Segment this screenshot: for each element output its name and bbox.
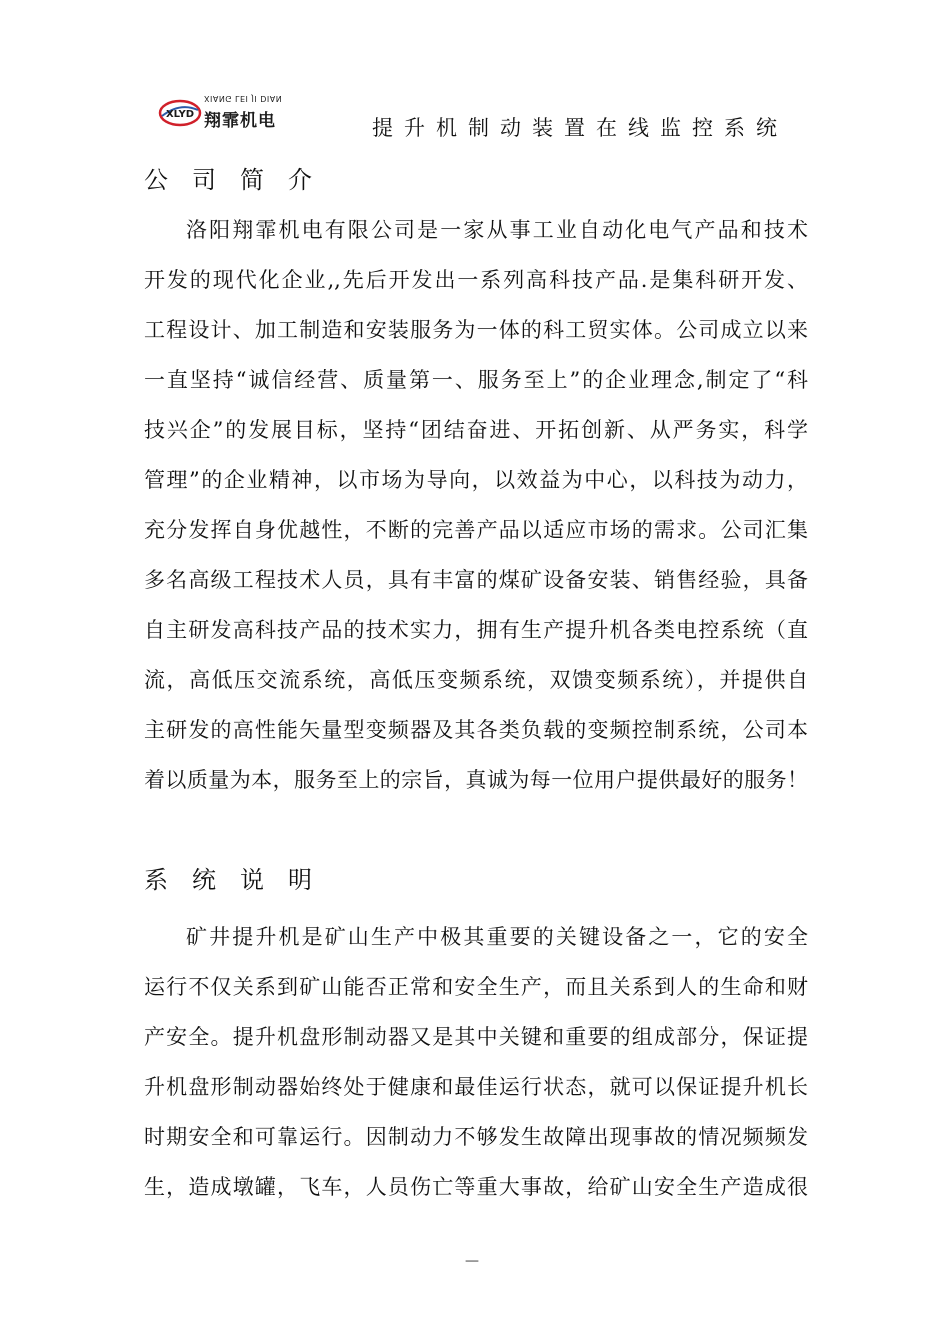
page-header	[158, 92, 818, 142]
company-logo	[158, 92, 288, 132]
text-line: 运行不仅关系到矿山能否正常和安全生产，而且关系到人的生命和财	[144, 975, 808, 999]
page-number: —	[465, 1253, 479, 1269]
text-line: 矿井提升机是矿山生产中极其重要的关键设备之一，它的安全	[186, 925, 808, 949]
logo-emblem-icon	[158, 98, 202, 128]
text-line: 升机盘形制动器始终处于健康和最佳运行状态，就可以保证提升机长	[144, 1075, 808, 1099]
text-line: 着以质量为本，服务至上的宗旨，真诚为每一位用户提供最好的服务！	[144, 768, 808, 792]
text-line: 自主研发高科技产品的技术实力，拥有生产提升机各类电控系统（直	[144, 618, 808, 642]
logo-mark-text: XLYD	[165, 109, 195, 120]
text-line: 产安全。提升机盘形制动器又是其中关键和重要的组成部分，保证提	[144, 1025, 808, 1049]
text-line: 技兴企”的发展目标，坚持“团结奋进、开拓创新、从严务实，科学	[144, 418, 808, 442]
logo-company-name: 翔霏机电	[204, 111, 276, 131]
text-line: 流，高低压交流系统，高低压变频系统，双馈变频系统），并提供自	[144, 668, 808, 692]
paragraph-company-profile	[144, 205, 808, 805]
section-heading-company-profile: 公司简介	[144, 166, 336, 194]
text-line: 管理”的企业精神，以市场为导向，以效益为中心，以科技为动力，	[144, 468, 808, 492]
text-line: 充分发挥自身优越性，不断的完善产品以适应市场的需求。公司汇集	[144, 518, 808, 542]
text-line: 开发的现代化企业,,先后开发出一系列高科技产品.是集科研开发、	[144, 268, 808, 292]
text-line: 洛阳翔霏机电有限公司是一家从事工业自动化电气产品和技术	[186, 218, 808, 242]
text-line: 多名高级工程技术人员，具有丰富的煤矿设备安装、销售经验，具备	[144, 568, 808, 592]
text-line: 生，造成墩罐，飞车，人员伤亡等重大事故，给矿山安全生产造成很	[144, 1175, 808, 1199]
paragraph-system-description	[144, 912, 808, 1212]
text-line: 主研发的高性能矢量型变频器及其各类负载的变频控制系统，公司本	[144, 718, 808, 742]
section-heading-system-description: 系统说明	[144, 866, 336, 894]
text-line: 一直坚持“诚信经营、质量第一、服务至上”的企业理念,制定了“科	[144, 368, 808, 392]
document-title: 提升机制动装置在线监控系统	[372, 116, 788, 140]
text-line: 工程设计、加工制造和安装服务为一体的科工贸实体。公司成立以来	[144, 318, 808, 342]
logo-pinyin: XIANG LEI JI DIAN	[204, 94, 283, 103]
text-line: 时期安全和可靠运行。因制动力不够发生故障出现事故的情况频频发	[144, 1125, 808, 1149]
